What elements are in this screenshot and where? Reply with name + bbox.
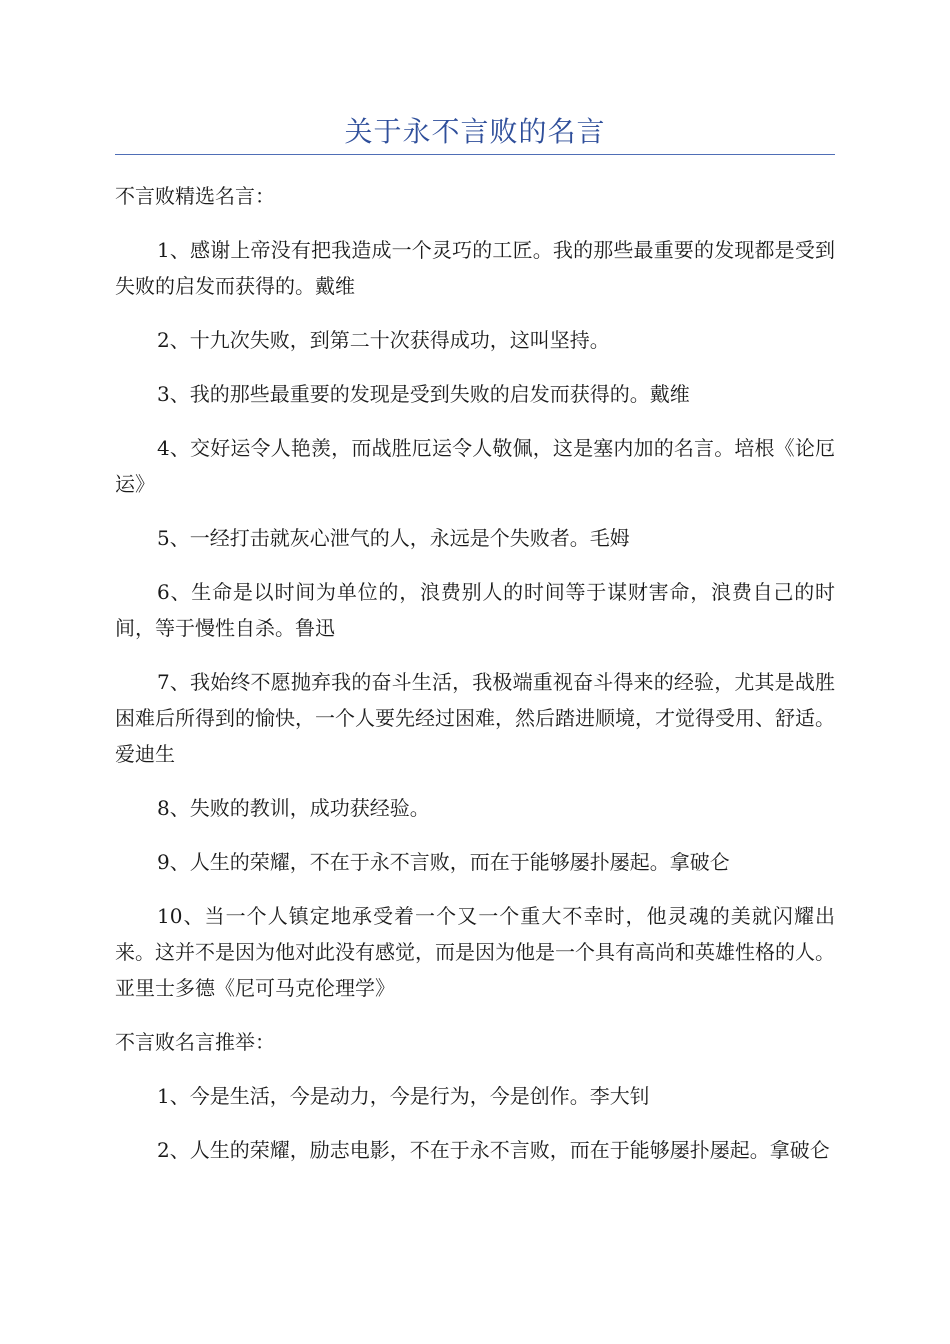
quote-item: 5、一经打击就灰心泄气的人，永远是个失败者。毛姆 <box>157 526 630 550</box>
quote-item: 2、十九次失败，到第二十次获得成功，这叫坚持。 <box>157 328 610 352</box>
quote-item: 8、失败的教训，成功获经验。 <box>157 796 430 820</box>
section-recommended-quotes <box>115 1024 835 1168</box>
quote-item: 6、生命是以时间为单位的，浪费别人的时间等于谋财害命，浪费自己的时间，等于慢性自杀。鲁迅 <box>115 580 835 640</box>
section-heading: 不言败名言推举： <box>115 1030 275 1054</box>
document-body <box>115 178 835 1168</box>
quote-item: 9、人生的荣耀，不在于永不言败，而在于能够屡扑屡起。拿破仑 <box>157 850 730 874</box>
quote-item: 1、感谢上帝没有把我造成一个灵巧的工匠。我的那些最重要的发现都是受到失败的启发而获得的。戴维 <box>115 238 835 298</box>
section-featured-quotes <box>115 178 835 1006</box>
section-heading: 不言败精选名言： <box>115 184 275 208</box>
quote-item: 1、今是生活，今是动力，今是行为，今是创作。李大钊 <box>157 1084 650 1108</box>
quote-item: 7、我始终不愿抛弃我的奋斗生活，我极端重视奋斗得来的经验，尤其是战胜困难后所得到的愉快，一个人要先经过困难，然后踏进顺境，才觉得受用、舒适。爱迪生 <box>115 670 835 766</box>
quote-item: 3、我的那些最重要的发现是受到失败的启发而获得的。戴维 <box>157 382 690 406</box>
title-underline <box>115 154 835 155</box>
quote-item: 4、交好运令人艳羡，而战胜厄运令人敬佩，这是塞内加的名言。培根《论厄运》 <box>115 436 835 496</box>
quote-item: 2、人生的荣耀，励志电影，不在于永不言败，而在于能够屡扑屡起。拿破仑 <box>157 1138 830 1162</box>
quote-item: 10、当一个人镇定地承受着一个又一个重大不幸时，他灵魂的美就闪耀出来。这并不是因为他对此没有感觉，而是因为他是一个具有高尚和英雄性格的人。亚里士多德《尼可马克伦理学》 <box>115 904 835 1000</box>
document-title: 关于永不言败的名言 <box>344 115 606 148</box>
